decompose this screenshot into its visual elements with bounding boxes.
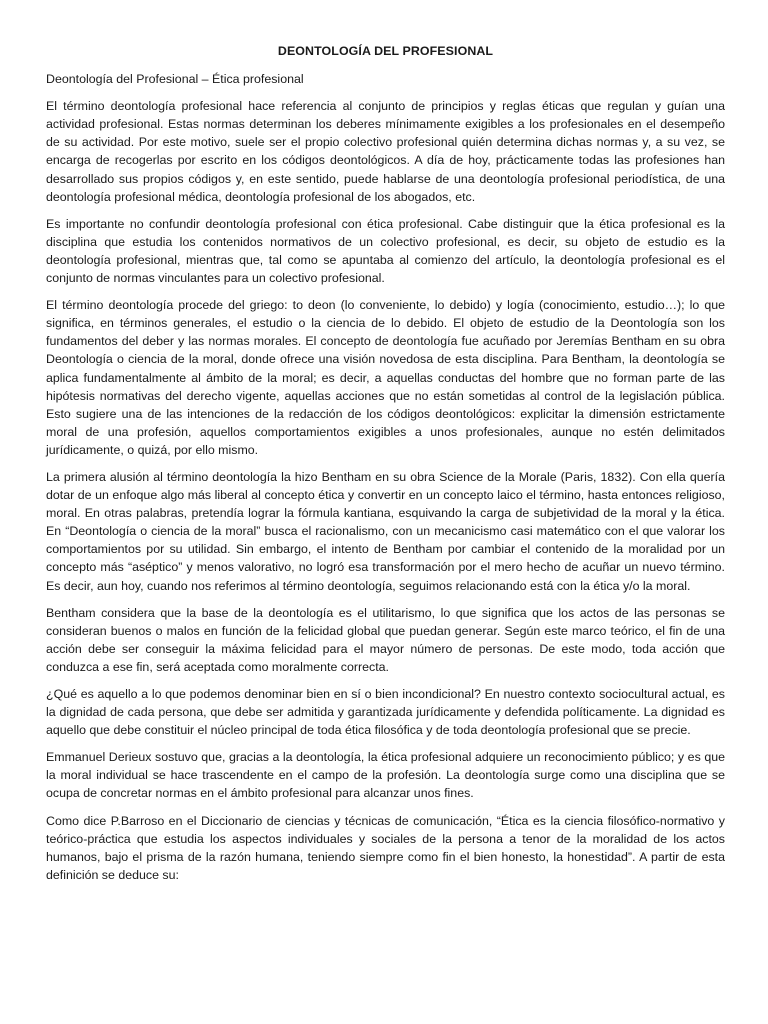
document-title: DEONTOLOGÍA DEL PROFESIONAL [277, 44, 494, 58]
paragraph-8: Como dice P.Barroso en el Diccionario de ciencias y técnicas de comunicación, “Ética es la ciencia filosófico-normativo y teórico-práctica que estudia los aspectos individuales y sociales de la persona a tenor de la moralidad de los actos humanos, bajo el prisma de la razón humana, teniendo siempre como fin el bien honesto, la honestidad”. A partir de esta definición se deduce su: [46, 813, 725, 882]
paragraph-5: Bentham considera que la base de la deontología es el utilitarismo, lo que significa que los actos de las personas se consideran buenos o malos en función de la felicidad global que puedan generar. Según este marco teórico, el fin de una acción debe ser conseguir la máxima felicidad para el mayor número de personas. De este modo, toda acción que conduzca a ese fin, será aceptada como moralmente correcta. [46, 605, 725, 674]
paragraph-7: Emmanuel Derieux sostuvo que, gracias a la deontología, la ética profesional adquiere un reconocimiento público; y es que la moral individual se hace trascendente en el campo de la profesión. La deontología surge como una disciplina que se ocupa de concretar normas en el ámbito profesional para alcanzar unos fines. [46, 750, 725, 801]
paragraph-2: Es importante no confundir deontología profesional con ética profesional. Cabe distinguir que la ética profesional es la disciplina que estudia los contenidos normativos de un colectivo profesional, es decir, su objeto de estudio es la deontología profesional, mientras que, tal como se apuntaba al comienzo del artículo, la deontología profesional es el conjunto de normas vinculantes para un colectivo profesional. [46, 216, 725, 286]
paragraph-4: La primera alusión al término deontología la hizo Bentham en su obra Science de la Morale (Paris, 1832). Con ella quería dotar de un enfoque algo más liberal al concepto ética y convertir en un concepto laico el término, hasta entonces religioso, moral. En otras palabras, pretendía lograr la fórmula kantiana, esquivando la carga de subjetividad de la moral y la ética. En “Deontología o ciencia de la moral” busca el racionalismo, con un mecanicismo casi matemático con el que valorar los comportamientos por su utilidad. Sin embargo, el intento de Bentham por cambiar el contenido de la moralidad por un concepto más “aséptico” y menos valorativo, no logró esa transformación por el mero hecho de acuñar un nuevo término. Es decir, aun hoy, cuando nos referimos al término deontología, seguimos relacionando está con la ética y/o la moral. [46, 469, 725, 593]
paragraph-1: El término deontología profesional hace referencia al conjunto de principios y reglas éticas que regulan y guían una actividad profesional. Estas normas determinan los deberes mínimamente exigibles a los profesionales en el desempeño de su actividad. Por este motivo, suele ser el propio colectivo profesional quién determina dichas normas y, a su vez, se encarga de recogerlas por escrito en los códigos deontológicos. A día de hoy, prácticamente todas las profesiones han desarrollado sus propios códigos y, en este sentido, puede hablarse de una deontología profesional periodística, de una deontología profesional médica, deontología profesional de los abogados, etc. [46, 99, 725, 204]
paragraph-3: El término deontología procede del griego: to deon (lo conveniente, lo debido) y logía (conocimiento, estudio…); lo que significa, en términos generales, el estudio o la ciencia de lo debido. El objeto de estudio de la Deontología son los fundamentos del deber y las normas morales. El concepto de deontología fue acuñado por Jeremías Bentham en su obra Deontología o ciencia de la moral, donde ofrece una visión novedosa de esta disciplina. Para Bentham, la deontología se aplica fundamentalmente al ámbito de la moral; es decir, a aquellas conductas del hombre que no forman parte de las hipótesis normativas del derecho vigente, aquellas acciones que no están sometidas al control de la legislación pública. Esto sugiere una de las intenciones de la redacción de los códigos deontológicos: explicitar la dimensión estrictamente moral de una profesión, aquellos comportamientos exigibles a unos profesionales, aunque no estén delimitados jurídicamente, o quizá, por ello mismo. [46, 298, 725, 457]
paragraph-6: ¿Qué es aquello a lo que podemos denominar bien en sí o bien incondicional? En nuestro contexto sociocultural actual, es la dignidad de cada persona, que debe ser admitida y garantizada jurídicamente y defendida políticamente. La dignidad es aquello que debe constituir el núcleo principal de toda ética filosófica y de toda deontología profesional que se precie. [46, 687, 725, 738]
document-subtitle: Deontología del Profesional – Ética profesional [46, 72, 304, 87]
document-page [46, 42, 725, 893]
